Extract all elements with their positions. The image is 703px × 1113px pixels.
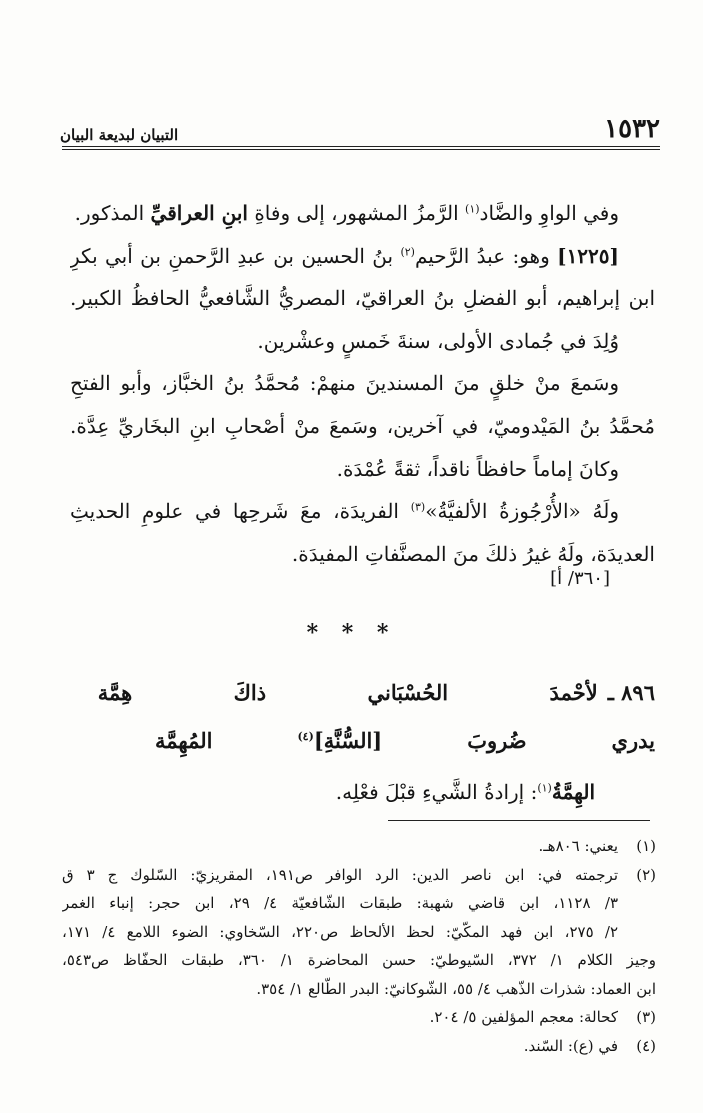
footnote-divider [388,820,650,821]
text-line: وسَمعَ منْ خلقٍ منَ المسندينَ منهمْ: مُحمَّدُ بنُ الخبَّاز، وأبو الفتحِ [70,371,619,396]
footnote-marker: (٢) [636,865,656,884]
gloss-term: الهِمَّةُ [551,780,595,804]
footnote-ref: (١) [465,202,480,216]
footnotes [62,832,656,1060]
text-line: وفي الواوِ والضَّاد$^{(١)}$ الرَّمزُ المشهور، إلى وفاةِ ابنِ العراقيِّ المذكور. [74,201,619,225]
footnote-4: (٤)في (ع): السّند. [62,1032,656,1061]
footnote-2-continuation: ٢/ ٢٧٥، ابن فهد المكّيّ: لحظ الألحاظ ص٢٢٠، السّخاوي: الضوء اللامع ٤/ ١٧١، [62,922,618,941]
footnote-marker: (١) [636,837,656,855]
footnote-2: (٢)ترجمته في: ابن ناصر الدين: الرد الوافر ص١٩١، المقريزيّ: السّلوك ج ٣ ق [62,861,656,890]
footnote-2-continuation: وجيز الكلام ١/ ٣٧٢، السّيوطيّ: حسن المحاضرة ١/ ٣٦٠، طبقات الحفّاظ ص٥٤٣، [62,951,656,969]
text-line: ولَهُ «الأُرْجُوزةُ الألفيَّةُ»$^{(٣)}$ الفريدَة، معَ شَرحِها في علومِ الحديثِ [70,499,619,524]
entry-heading-line: [١٢٢٥] وهو: عبدُ الرَّحيم$^{(٢)}$ بنُ الحسين بن عبدِ الرَّحمنِ بن أبي بكرِ [70,243,619,268]
footnote-ref: (٣) [410,500,426,514]
text-line: ابن إبراهيم، أبو الفضلِ بنُ العراقيّ، المصريُّ الشَّافعيُّ الحافظُ الكبير. [70,286,655,311]
header-double-rule [62,146,660,150]
text-line: العديدَة، ولَهُ غيرُ ذلكَ منَ المصنَّفاتِ المفيدَة. [291,541,655,566]
book-title: التبيان لبديعة البيان [60,126,179,144]
footnote-1: (١)يعني: ٨٠٦هـ. [62,832,656,861]
text-line: وكانَ إماماً حافظاً ناقداً، ثقةً عُمْدَة. [336,456,619,481]
footnote-ref: (٢) [400,244,415,258]
hemistich-text: يدري ضُروبَ [السُّنَّةِ]$^{(٤)}$ المُهِمَّة [155,728,655,753]
entry-number: [١٢٢٥] [557,243,619,268]
verse-second-hemistich [70,728,655,753]
footnote-marker: (٤) [636,1036,656,1055]
text-line: وُلِدَ في جُمادى الأولى، سنةَ خَمسٍ وعشْرين. [257,328,619,353]
gloss-line: الهِمَّةُ$^{(١)}$: إرادةُ الشَّيءِ قبْلَ فعْلِه. [335,780,595,804]
footnote-2-continuation: ٣/ ١١٢٨، ابن قاضي شهبة: طبقات الشّافعيّة ٤/ ٢٩، ابن حجر: إنباء الغمر [62,894,618,912]
main-text [70,192,655,575]
footnote-ref: (١) [537,781,552,795]
section-separator: * * * [306,620,397,646]
verse-first-hemistich [70,680,655,705]
running-header [60,110,660,144]
verse-number: ٨٩٦ ـ [607,680,655,705]
footnote-3: (٣)كحالة: معجم المؤلفين ٥/ ٢٠٤. [62,1003,656,1032]
bold-name: ابنِ العراقيِّ [150,201,248,225]
footnote-2-continuation: ابن العماد: شذرات الذّهب ٤/ ٥٥، الشّوكانيّ: البدر الطّالع ١/ ٣٥٤. [256,979,656,998]
text-line: مُحمَّدُ بنُ المَيْدوميّ، في آخرين، وسَمعَ منْ أصْحابِ ابنِ البخَاريِّ عِدَّة. [70,413,655,438]
hemistich-text: لأحْمدَ الحُسْبَاني ذاكَ هِمَّة [97,680,598,705]
footnote-marker: (٣) [636,1008,656,1026]
footnote-ref: (٤) [297,730,314,743]
page-number: ١٥٣٢ [604,114,660,144]
folio-marker: [٣٦٠/ أ] [550,568,610,589]
